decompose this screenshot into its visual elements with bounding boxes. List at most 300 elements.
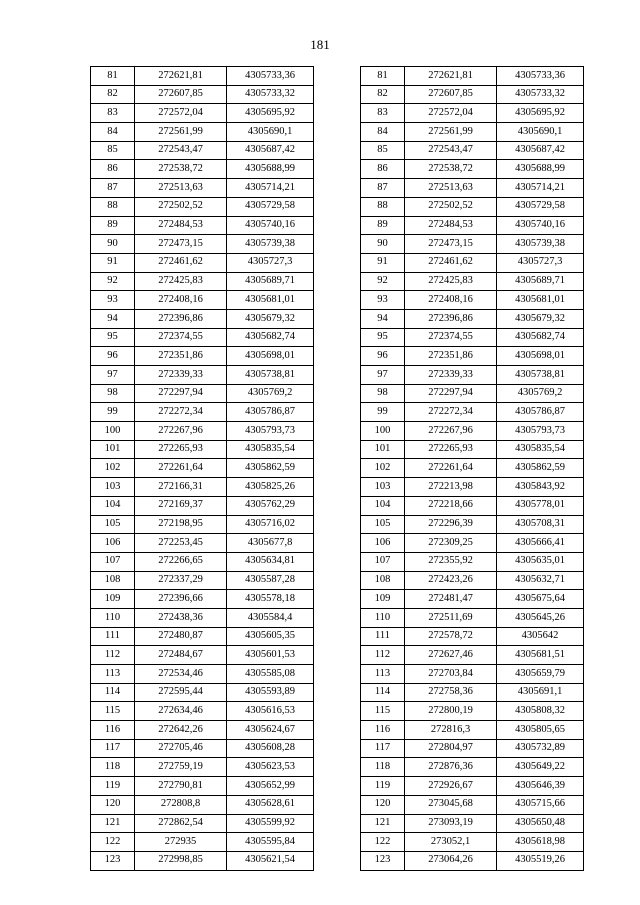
table-row (361, 179, 584, 198)
x-coordinate-cell: 272759,19 (135, 758, 227, 777)
table-row (361, 384, 584, 403)
point-number-cell: 111 (91, 627, 135, 646)
table-row (91, 384, 314, 403)
table-row (361, 721, 584, 740)
point-number-cell: 107 (361, 552, 405, 571)
point-number-cell: 85 (361, 141, 405, 160)
x-coordinate-cell: 272572,04 (135, 104, 227, 123)
table-row (91, 160, 314, 179)
x-coordinate-cell: 272561,99 (405, 123, 497, 142)
x-coordinate-cell: 272484,53 (135, 216, 227, 235)
y-coordinate-cell: 4305593,89 (227, 683, 314, 702)
x-coordinate-cell: 272572,04 (405, 104, 497, 123)
table-row (91, 646, 314, 665)
x-coordinate-cell: 272642,26 (135, 721, 227, 740)
y-coordinate-cell: 4305786,87 (497, 403, 584, 422)
table-row (91, 478, 314, 497)
x-coordinate-cell: 272998,85 (135, 851, 227, 870)
point-number-cell: 114 (91, 683, 135, 702)
y-coordinate-cell: 4305695,92 (497, 104, 584, 123)
x-coordinate-cell: 272425,83 (135, 272, 227, 291)
x-coordinate-cell: 272800,19 (405, 702, 497, 721)
x-coordinate-cell: 272935 (135, 833, 227, 852)
point-number-cell: 82 (361, 85, 405, 104)
point-number-cell: 106 (361, 534, 405, 553)
y-coordinate-cell: 4305628,61 (227, 795, 314, 814)
point-number-cell: 106 (91, 534, 135, 553)
y-coordinate-cell: 4305793,73 (227, 422, 314, 441)
y-coordinate-cell: 4305690,1 (497, 123, 584, 142)
y-coordinate-cell: 4305645,26 (497, 608, 584, 627)
point-number-cell: 85 (91, 141, 135, 160)
point-number-cell: 89 (361, 216, 405, 235)
point-number-cell: 81 (91, 67, 135, 86)
table-row (91, 235, 314, 254)
y-coordinate-cell: 4305681,01 (227, 291, 314, 310)
y-coordinate-cell: 4305714,21 (497, 179, 584, 198)
table-row (91, 216, 314, 235)
table-row (91, 459, 314, 478)
y-coordinate-cell: 4305729,58 (497, 197, 584, 216)
y-coordinate-cell: 4305666,41 (497, 534, 584, 553)
point-number-cell: 96 (91, 347, 135, 366)
x-coordinate-cell: 272408,16 (135, 291, 227, 310)
y-coordinate-cell: 4305825,26 (227, 478, 314, 497)
table-row (91, 702, 314, 721)
x-coordinate-cell: 272337,29 (135, 571, 227, 590)
x-coordinate-cell: 272339,33 (405, 366, 497, 385)
point-number-cell: 89 (91, 216, 135, 235)
table-row (91, 440, 314, 459)
y-coordinate-cell: 4305733,32 (227, 85, 314, 104)
x-coordinate-cell: 272261,64 (135, 459, 227, 478)
point-number-cell: 123 (361, 851, 405, 870)
coordinates-table-body (91, 67, 314, 871)
table-row (91, 272, 314, 291)
x-coordinate-cell: 272272,34 (405, 403, 497, 422)
y-coordinate-cell: 4305695,92 (227, 104, 314, 123)
y-coordinate-cell: 4305691,1 (497, 683, 584, 702)
table-row (361, 422, 584, 441)
point-number-cell: 120 (361, 795, 405, 814)
table-row (91, 85, 314, 104)
table-row (361, 833, 584, 852)
table-row (91, 721, 314, 740)
point-number-cell: 86 (91, 160, 135, 179)
y-coordinate-cell: 4305733,32 (497, 85, 584, 104)
y-coordinate-cell: 4305862,59 (497, 459, 584, 478)
x-coordinate-cell: 272297,94 (135, 384, 227, 403)
y-coordinate-cell: 4305698,01 (497, 347, 584, 366)
point-number-cell: 97 (91, 366, 135, 385)
table-row (91, 851, 314, 870)
point-number-cell: 94 (91, 309, 135, 328)
x-coordinate-cell: 272351,86 (135, 347, 227, 366)
x-coordinate-cell: 272578,72 (405, 627, 497, 646)
table-row (361, 851, 584, 870)
x-coordinate-cell: 272607,85 (135, 85, 227, 104)
x-coordinate-cell: 272266,65 (135, 552, 227, 571)
y-coordinate-cell: 4305740,16 (497, 216, 584, 235)
y-coordinate-cell: 4305862,59 (227, 459, 314, 478)
table-row (91, 534, 314, 553)
y-coordinate-cell: 4305635,01 (497, 552, 584, 571)
y-coordinate-cell: 4305621,54 (227, 851, 314, 870)
table-row (361, 608, 584, 627)
y-coordinate-cell: 4305689,71 (227, 272, 314, 291)
x-coordinate-cell: 272296,39 (405, 515, 497, 534)
y-coordinate-cell: 4305727,3 (497, 253, 584, 272)
x-coordinate-cell: 272339,33 (135, 366, 227, 385)
y-coordinate-cell: 4305519,26 (497, 851, 584, 870)
point-number-cell: 86 (361, 160, 405, 179)
point-number-cell: 115 (91, 702, 135, 721)
point-number-cell: 104 (361, 496, 405, 515)
x-coordinate-cell: 273052,1 (405, 833, 497, 852)
table-row (361, 347, 584, 366)
point-number-cell: 110 (361, 608, 405, 627)
y-coordinate-cell: 4305681,01 (497, 291, 584, 310)
y-coordinate-cell: 4305587,28 (227, 571, 314, 590)
point-number-cell: 87 (91, 179, 135, 198)
point-number-cell: 98 (91, 384, 135, 403)
point-number-cell: 88 (91, 197, 135, 216)
y-coordinate-cell: 4305578,18 (227, 590, 314, 609)
y-coordinate-cell: 4305732,89 (497, 739, 584, 758)
point-number-cell: 104 (91, 496, 135, 515)
table-row (361, 366, 584, 385)
point-number-cell: 105 (91, 515, 135, 534)
x-coordinate-cell: 272396,86 (405, 309, 497, 328)
table-row (91, 403, 314, 422)
table-row (91, 328, 314, 347)
x-coordinate-cell: 272355,92 (405, 552, 497, 571)
point-number-cell: 114 (361, 683, 405, 702)
point-number-cell: 119 (91, 777, 135, 796)
x-coordinate-cell: 272534,46 (135, 665, 227, 684)
y-coordinate-cell: 4305584,4 (227, 608, 314, 627)
y-coordinate-cell: 4305805,65 (497, 721, 584, 740)
table-row (361, 795, 584, 814)
x-coordinate-cell: 272502,52 (405, 197, 497, 216)
y-coordinate-cell: 4305835,54 (227, 440, 314, 459)
table-row (91, 141, 314, 160)
table-row (361, 702, 584, 721)
point-number-cell: 84 (361, 123, 405, 142)
y-coordinate-cell: 4305623,53 (227, 758, 314, 777)
y-coordinate-cell: 4305599,92 (227, 814, 314, 833)
y-coordinate-cell: 4305677,8 (227, 534, 314, 553)
y-coordinate-cell: 4305808,32 (497, 702, 584, 721)
point-number-cell: 88 (361, 197, 405, 216)
y-coordinate-cell: 4305650,48 (497, 814, 584, 833)
x-coordinate-cell: 272166,31 (135, 478, 227, 497)
point-number-cell: 118 (361, 758, 405, 777)
coordinates-table-right (360, 66, 584, 871)
point-number-cell: 113 (91, 665, 135, 684)
table-row (91, 795, 314, 814)
point-number-cell: 116 (361, 721, 405, 740)
table-row (361, 646, 584, 665)
point-number-cell: 95 (361, 328, 405, 347)
table-row (361, 627, 584, 646)
x-coordinate-cell: 272513,63 (135, 179, 227, 198)
y-coordinate-cell: 4305733,36 (227, 67, 314, 86)
point-number-cell: 116 (91, 721, 135, 740)
y-coordinate-cell: 4305681,51 (497, 646, 584, 665)
table-row (91, 347, 314, 366)
table-row (361, 758, 584, 777)
y-coordinate-cell: 4305793,73 (497, 422, 584, 441)
x-coordinate-cell: 272473,15 (135, 235, 227, 254)
table-row (91, 104, 314, 123)
point-number-cell: 112 (361, 646, 405, 665)
point-number-cell: 101 (91, 440, 135, 459)
table-row (361, 403, 584, 422)
point-number-cell: 92 (91, 272, 135, 291)
y-coordinate-cell: 4305687,42 (497, 141, 584, 160)
y-coordinate-cell: 4305714,21 (227, 179, 314, 198)
point-number-cell: 99 (361, 403, 405, 422)
x-coordinate-cell: 272265,93 (405, 440, 497, 459)
table-row (361, 459, 584, 478)
table-row (361, 496, 584, 515)
x-coordinate-cell: 272396,86 (135, 309, 227, 328)
y-coordinate-cell: 4305716,02 (227, 515, 314, 534)
table-row (91, 67, 314, 86)
y-coordinate-cell: 4305778,01 (497, 496, 584, 515)
y-coordinate-cell: 4305688,99 (497, 160, 584, 179)
point-number-cell: 118 (91, 758, 135, 777)
y-coordinate-cell: 4305682,74 (497, 328, 584, 347)
point-number-cell: 100 (361, 422, 405, 441)
table-row (361, 478, 584, 497)
y-coordinate-cell: 4305675,64 (497, 590, 584, 609)
y-coordinate-cell: 4305727,3 (227, 253, 314, 272)
x-coordinate-cell: 272461,62 (405, 253, 497, 272)
y-coordinate-cell: 4305739,38 (227, 235, 314, 254)
x-coordinate-cell: 272218,66 (405, 496, 497, 515)
point-number-cell: 93 (91, 291, 135, 310)
x-coordinate-cell: 272374,55 (405, 328, 497, 347)
table-row (91, 665, 314, 684)
table-row (361, 141, 584, 160)
point-number-cell: 102 (91, 459, 135, 478)
point-number-cell: 117 (91, 739, 135, 758)
x-coordinate-cell: 272267,96 (405, 422, 497, 441)
point-number-cell: 108 (91, 571, 135, 590)
point-number-cell: 95 (91, 328, 135, 347)
table-row (91, 515, 314, 534)
y-coordinate-cell: 4305769,2 (227, 384, 314, 403)
x-coordinate-cell: 272408,16 (405, 291, 497, 310)
x-coordinate-cell: 272267,96 (135, 422, 227, 441)
table-row (361, 309, 584, 328)
y-coordinate-cell: 4305688,99 (227, 160, 314, 179)
y-coordinate-cell: 4305642 (497, 627, 584, 646)
point-number-cell: 123 (91, 851, 135, 870)
point-number-cell: 113 (361, 665, 405, 684)
x-coordinate-cell: 272480,87 (135, 627, 227, 646)
point-number-cell: 90 (91, 235, 135, 254)
point-number-cell: 97 (361, 366, 405, 385)
point-number-cell: 93 (361, 291, 405, 310)
point-number-cell: 111 (361, 627, 405, 646)
x-coordinate-cell: 272926,67 (405, 777, 497, 796)
y-coordinate-cell: 4305618,98 (497, 833, 584, 852)
x-coordinate-cell: 272438,36 (135, 608, 227, 627)
point-number-cell: 122 (361, 833, 405, 852)
point-number-cell: 84 (91, 123, 135, 142)
table-row (361, 534, 584, 553)
table-row (91, 179, 314, 198)
table-row (361, 571, 584, 590)
x-coordinate-cell: 272607,85 (405, 85, 497, 104)
table-row (91, 571, 314, 590)
point-number-cell: 108 (361, 571, 405, 590)
x-coordinate-cell: 272473,15 (405, 235, 497, 254)
x-coordinate-cell: 272862,54 (135, 814, 227, 833)
x-coordinate-cell: 272351,86 (405, 347, 497, 366)
point-number-cell: 103 (361, 478, 405, 497)
point-number-cell: 121 (361, 814, 405, 833)
point-number-cell: 91 (91, 253, 135, 272)
y-coordinate-cell: 4305682,74 (227, 328, 314, 347)
y-coordinate-cell: 4305679,32 (227, 309, 314, 328)
table-row (91, 197, 314, 216)
coordinates-table-body (361, 67, 584, 871)
x-coordinate-cell: 272816,3 (405, 721, 497, 740)
x-coordinate-cell: 272561,99 (135, 123, 227, 142)
point-number-cell: 102 (361, 459, 405, 478)
table-row (361, 104, 584, 123)
point-number-cell: 83 (361, 104, 405, 123)
y-coordinate-cell: 4305649,22 (497, 758, 584, 777)
x-coordinate-cell: 272627,46 (405, 646, 497, 665)
x-coordinate-cell: 272804,97 (405, 739, 497, 758)
page-number: 181 (310, 37, 330, 52)
x-coordinate-cell: 272484,67 (135, 646, 227, 665)
x-coordinate-cell: 272703,84 (405, 665, 497, 684)
table-row (361, 272, 584, 291)
x-coordinate-cell: 272481,47 (405, 590, 497, 609)
table-row (361, 160, 584, 179)
table-row (361, 85, 584, 104)
table-row (91, 123, 314, 142)
table-row (361, 440, 584, 459)
table-row (361, 814, 584, 833)
point-number-cell: 81 (361, 67, 405, 86)
table-row (361, 328, 584, 347)
point-number-cell: 98 (361, 384, 405, 403)
y-coordinate-cell: 4305740,16 (227, 216, 314, 235)
x-coordinate-cell: 272543,47 (135, 141, 227, 160)
x-coordinate-cell: 273045,68 (405, 795, 497, 814)
y-coordinate-cell: 4305769,2 (497, 384, 584, 403)
point-number-cell: 83 (91, 104, 135, 123)
x-coordinate-cell: 272634,46 (135, 702, 227, 721)
x-coordinate-cell: 272790,81 (135, 777, 227, 796)
table-row (91, 552, 314, 571)
point-number-cell: 109 (361, 590, 405, 609)
table-row (91, 833, 314, 852)
y-coordinate-cell: 4305608,28 (227, 739, 314, 758)
y-coordinate-cell: 4305585,08 (227, 665, 314, 684)
point-number-cell: 82 (91, 85, 135, 104)
y-coordinate-cell: 4305679,32 (497, 309, 584, 328)
x-coordinate-cell: 272502,52 (135, 197, 227, 216)
x-coordinate-cell: 272538,72 (405, 160, 497, 179)
point-number-cell: 100 (91, 422, 135, 441)
table-row (91, 590, 314, 609)
table-row (91, 366, 314, 385)
y-coordinate-cell: 4305715,66 (497, 795, 584, 814)
table-row (361, 552, 584, 571)
point-number-cell: 96 (361, 347, 405, 366)
x-coordinate-cell: 272423,26 (405, 571, 497, 590)
table-row (361, 235, 584, 254)
y-coordinate-cell: 4305835,54 (497, 440, 584, 459)
y-coordinate-cell: 4305690,1 (227, 123, 314, 142)
x-coordinate-cell: 272621,81 (405, 67, 497, 86)
table-row (91, 683, 314, 702)
point-number-cell: 99 (91, 403, 135, 422)
table-row (361, 665, 584, 684)
point-number-cell: 101 (361, 440, 405, 459)
x-coordinate-cell: 272425,83 (405, 272, 497, 291)
x-coordinate-cell: 272484,53 (405, 216, 497, 235)
x-coordinate-cell: 273093,19 (405, 814, 497, 833)
table-row (91, 627, 314, 646)
point-number-cell: 103 (91, 478, 135, 497)
y-coordinate-cell: 4305601,53 (227, 646, 314, 665)
table-row (91, 758, 314, 777)
point-number-cell: 110 (91, 608, 135, 627)
point-number-cell: 91 (361, 253, 405, 272)
point-number-cell: 92 (361, 272, 405, 291)
y-coordinate-cell: 4305733,36 (497, 67, 584, 86)
y-coordinate-cell: 4305605,35 (227, 627, 314, 646)
x-coordinate-cell: 272297,94 (405, 384, 497, 403)
table-row (91, 814, 314, 833)
table-row (361, 123, 584, 142)
table-row (361, 67, 584, 86)
point-number-cell: 107 (91, 552, 135, 571)
table-row (91, 309, 314, 328)
table-row (91, 739, 314, 758)
y-coordinate-cell: 4305624,67 (227, 721, 314, 740)
table-row (361, 291, 584, 310)
table-row (91, 777, 314, 796)
y-coordinate-cell: 4305652,99 (227, 777, 314, 796)
x-coordinate-cell: 272253,45 (135, 534, 227, 553)
point-number-cell: 119 (361, 777, 405, 796)
table-row (361, 515, 584, 534)
table-row (361, 739, 584, 758)
y-coordinate-cell: 4305687,42 (227, 141, 314, 160)
x-coordinate-cell: 272513,63 (405, 179, 497, 198)
x-coordinate-cell: 273064,26 (405, 851, 497, 870)
x-coordinate-cell: 272169,37 (135, 496, 227, 515)
point-number-cell: 105 (361, 515, 405, 534)
point-number-cell: 90 (361, 235, 405, 254)
table-row (361, 253, 584, 272)
y-coordinate-cell: 4305632,71 (497, 571, 584, 590)
y-coordinate-cell: 4305595,84 (227, 833, 314, 852)
x-coordinate-cell: 272261,64 (405, 459, 497, 478)
table-row (91, 608, 314, 627)
x-coordinate-cell: 272595,44 (135, 683, 227, 702)
